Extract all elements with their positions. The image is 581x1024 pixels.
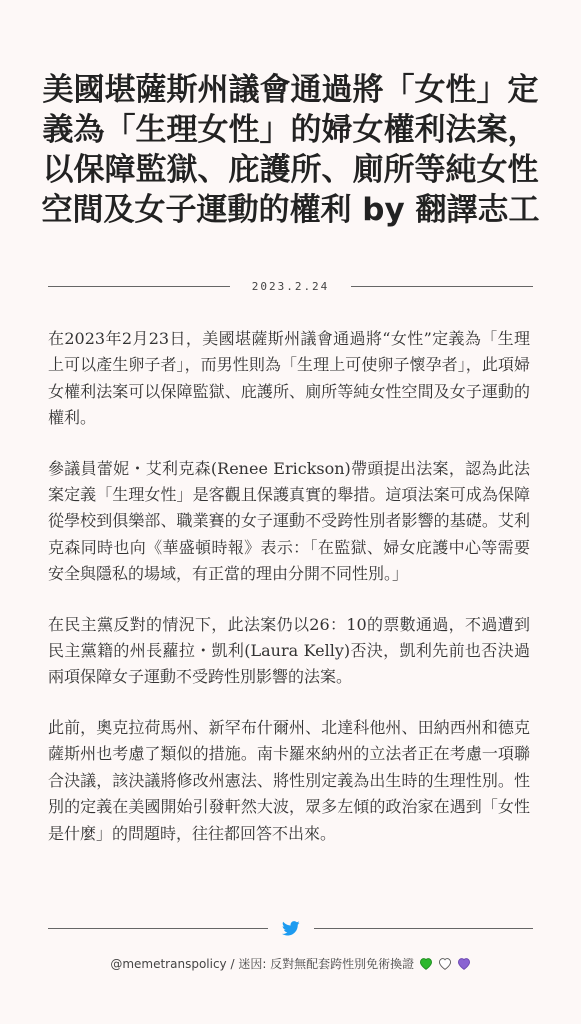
article-body	[48, 326, 530, 871]
footer-divider	[48, 921, 533, 936]
footer-credit	[0, 955, 581, 973]
date-divider	[48, 280, 533, 293]
divider-line-right	[351, 286, 533, 287]
paragraph: 在民主黨反對的情況下，此法案仍以26：10的票數通過，不過遭到民主黨籍的州長蘿拉・凱利(Laura Kelly)否決，凱利先前也否決過兩項保障女子運動不受跨性別影響的法案。	[48, 614, 530, 687]
article-date: 2023.2.24	[251, 280, 330, 293]
twitter-bird-icon	[268, 921, 314, 936]
footer-line-right	[314, 928, 534, 929]
white-heart-icon	[438, 957, 452, 973]
purple-heart-icon	[457, 957, 471, 973]
paragraph: 參議員蕾妮・艾利克森(Renee Erickson)帶頭提出法案，認為此法案定義「生理女性」是客觀且保護真實的舉措。這項法案可成為保障從學校到俱樂部、職業賽的女子運動不受跨性別者影響的基礎。艾利克森同時也向《華盛頓時報》表示：「在監獄、婦女庇護中心等需要安全與隱私的場域，有正當的理由分開不同性別。」	[48, 458, 530, 584]
paragraph: 在2023年2月23日，美國堪薩斯州議會通過將“女性”定義為「生理上可以產生卵子者」，而男性則為「生理上可使卵子懷孕者」，此項婦女權利法案可以保障監獄、庇護所、廁所等純女性空間及女子運動的權利。	[48, 329, 530, 428]
article-title: 美國堪薩斯州議會通過將「女性」定義為「生理女性」的婦女權利法案，以保障監獄、庇護所、廁所等純女性空間及女子運動的權利 by 翻譯志工	[41, 72, 540, 228]
footer-line-left	[48, 928, 268, 929]
divider-line-left	[48, 286, 230, 287]
green-heart-icon	[419, 957, 433, 973]
credit-text: @memetranspolicy / 迷因: 反對無配套跨性別免術換證	[110, 957, 415, 971]
paragraph: 此前，奧克拉荷馬州、新罕布什爾州、北達科他州、田納西州和德克薩斯州也考慮了類似的措施。南卡羅來納州的立法者正在考慮一項聯合決議，該決議將修改州憲法、將性別定義為出生時的生理性別。性別的定義在美國開始引發軒然大波，眾多左傾的政治家在遇到「女性是什麼」的問題時，往往都回答不出來。	[48, 717, 530, 843]
